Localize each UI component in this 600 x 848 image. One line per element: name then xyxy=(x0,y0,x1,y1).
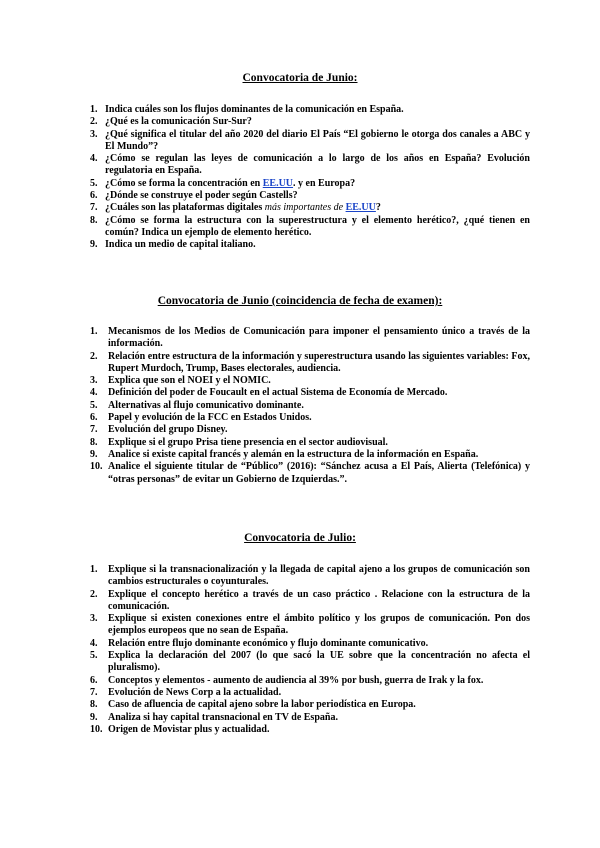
item-number: 9. xyxy=(90,448,98,460)
item-text: Analiza si hay capital transnacional en TV de España. xyxy=(108,711,338,723)
list-item xyxy=(90,400,530,412)
item-number: 6. xyxy=(90,674,98,686)
item-number: 8. xyxy=(90,699,98,711)
list-item xyxy=(90,351,530,376)
item-text-italic: más importantes de xyxy=(264,202,346,214)
list-item xyxy=(90,687,530,699)
list-item xyxy=(90,326,530,351)
list-item xyxy=(90,153,530,178)
list-item xyxy=(90,104,530,116)
item-number: 9. xyxy=(90,239,98,251)
item-text: Papel y evolución de la FCC en Estados Unidos. xyxy=(108,412,312,424)
item-text: Conceptos y elementos - aumento de audiencia al 39% por bush, guerra de Irak y la fox. xyxy=(108,674,484,686)
item-number: 2. xyxy=(90,588,98,600)
list-item xyxy=(90,638,530,650)
list-item xyxy=(90,215,530,240)
list-item xyxy=(90,424,530,436)
section-title-junio-coincidencia: Convocatoria de Junio (coincidencia de fecha de examen): xyxy=(157,295,443,307)
list-item xyxy=(90,202,530,214)
item-text: ¿Cómo se forma la concentración en xyxy=(105,177,263,189)
question-list-julio xyxy=(90,564,530,736)
item-number: 7. xyxy=(90,424,98,436)
item-text: ¿Qué es la comunicación Sur-Sur? xyxy=(105,116,252,128)
item-number: 3. xyxy=(90,128,98,140)
eeuu-link[interactable]: EE.UU xyxy=(262,177,294,189)
list-item xyxy=(90,375,530,387)
item-text: Relación entre flujo dominante económico y flujo dominante comunicativo. xyxy=(108,637,429,649)
item-text: Indica cuáles son los flujos dominantes de la comunicación en España. xyxy=(105,104,404,115)
list-item xyxy=(90,613,530,638)
item-number: 5. xyxy=(90,650,98,662)
question-list-junio xyxy=(90,104,530,252)
item-text: Origen de Movistar plus y actualidad. xyxy=(108,723,270,735)
item-number: 2. xyxy=(90,116,98,128)
list-item xyxy=(90,437,530,449)
list-item xyxy=(90,712,530,724)
item-number: 7. xyxy=(90,202,98,214)
item-number: 7. xyxy=(90,686,98,698)
item-number: 1. xyxy=(90,564,98,575)
item-text: ¿Cómo se forma la estructura con la superestructura y el elemento herético?, ¿qué tienen en común? Indica un ejemplo de elemento herético. xyxy=(105,214,530,238)
item-number: 1. xyxy=(90,326,98,337)
list-item xyxy=(90,449,530,461)
item-number: 9. xyxy=(90,711,98,723)
item-number: 3. xyxy=(90,613,98,625)
section-title-julio: Convocatoria de Julio: xyxy=(244,532,356,544)
item-number: 3. xyxy=(90,375,98,387)
item-number: 5. xyxy=(90,399,98,411)
item-text: Evolución del grupo Disney. xyxy=(108,424,228,436)
item-number: 4. xyxy=(90,387,98,399)
item-number: 10. xyxy=(90,461,103,473)
item-number: 4. xyxy=(90,153,98,165)
item-text: Analice si existe capital francés y alemán en la estructura de la información en España. xyxy=(108,448,479,460)
item-text: Explique el concepto herético a través de un caso práctico . Relacione con la estructura de la comunicación. xyxy=(108,588,530,612)
item-text: ¿Dónde se construye el poder según Castells? xyxy=(105,190,298,202)
list-item xyxy=(90,461,530,486)
item-number: 5. xyxy=(90,177,98,189)
item-text: Evolución de News Corp a la actualidad. xyxy=(108,686,282,698)
item-number: 10. xyxy=(90,723,103,735)
list-item xyxy=(90,387,530,399)
item-text: ¿Cuáles son las plataformas digitales xyxy=(105,202,265,214)
item-text: Mecanismos de los Medios de Comunicación para imponer el pensamiento único a través de la información. xyxy=(108,326,530,350)
item-number: 4. xyxy=(90,637,98,649)
item-text: Indica un medio de capital italiano. xyxy=(105,239,256,251)
list-item xyxy=(90,699,530,711)
item-number: 8. xyxy=(90,214,98,226)
item-text-tail: ? xyxy=(375,202,381,214)
item-text: ¿Qué significa el titular del año 2020 del diario El País “El gobierno le otorga dos canales a ABC y El Mundo”? xyxy=(105,128,530,152)
list-item xyxy=(90,190,530,202)
item-text: Explique si la transnacionalización y la llegada de capital ajeno a los grupos de comunicación son cambios estructurales o coyunturales. xyxy=(108,564,530,588)
item-text-tail: . y en Europa? xyxy=(293,177,356,189)
item-text: Explica que son el NOEI y el NOMIC. xyxy=(108,375,271,387)
list-item xyxy=(90,239,530,251)
item-number: 6. xyxy=(90,412,98,424)
list-item xyxy=(90,589,530,614)
item-text: ¿Cómo se regulan las leyes de comunicación a lo largo de los años en España? Evolución regulatoria en España. xyxy=(105,153,530,177)
list-item xyxy=(90,564,530,589)
item-text: Analice el siguiente titular de “Público” (2016): “Sánchez acusa a El País, Alierta (Telefónica) y “otras personas” de evitar un Gobierno de Izquierdas.”. xyxy=(108,461,530,485)
item-text: Explique si el grupo Prisa tiene presencia en el sector audiovisual. xyxy=(108,436,388,448)
list-item xyxy=(90,675,530,687)
item-text: Alternativas al flujo comunicativo dominante. xyxy=(108,399,304,411)
item-number: 8. xyxy=(90,436,98,448)
item-text: Explique si existen conexiones entre el ámbito político y los grupos de comunicación. Pon dos ejemplos europeos que no sean de España. xyxy=(108,613,530,637)
item-number: 6. xyxy=(90,190,98,202)
item-text: Caso de afluencia de capital ajeno sobre la labor periodística en Europa. xyxy=(108,699,416,711)
item-number: 2. xyxy=(90,350,98,362)
eeuu-link[interactable]: EE.UU xyxy=(345,202,376,214)
item-text: Definición del poder de Foucault en el actual Sistema de Economía de Mercado. xyxy=(108,387,448,399)
question-list-junio-coincidencia xyxy=(90,326,530,486)
list-item xyxy=(90,129,530,154)
list-item xyxy=(90,650,530,675)
item-number: 1. xyxy=(90,104,98,115)
item-text: Relación entre estructura de la información y superestructura usando las siguientes variables: Fox, Rupert Murdoch, Trump, Bases electorales, audiencia. xyxy=(108,350,530,374)
list-item xyxy=(90,178,530,190)
list-item xyxy=(90,724,530,736)
list-item xyxy=(90,116,530,128)
section-title-junio: Convocatoria de Junio: xyxy=(242,72,358,84)
list-item xyxy=(90,412,530,424)
item-text: Explica la declaración del 2007 (lo que sacó la UE sobre que la concentración no afecta el pluralismo). xyxy=(108,650,530,674)
